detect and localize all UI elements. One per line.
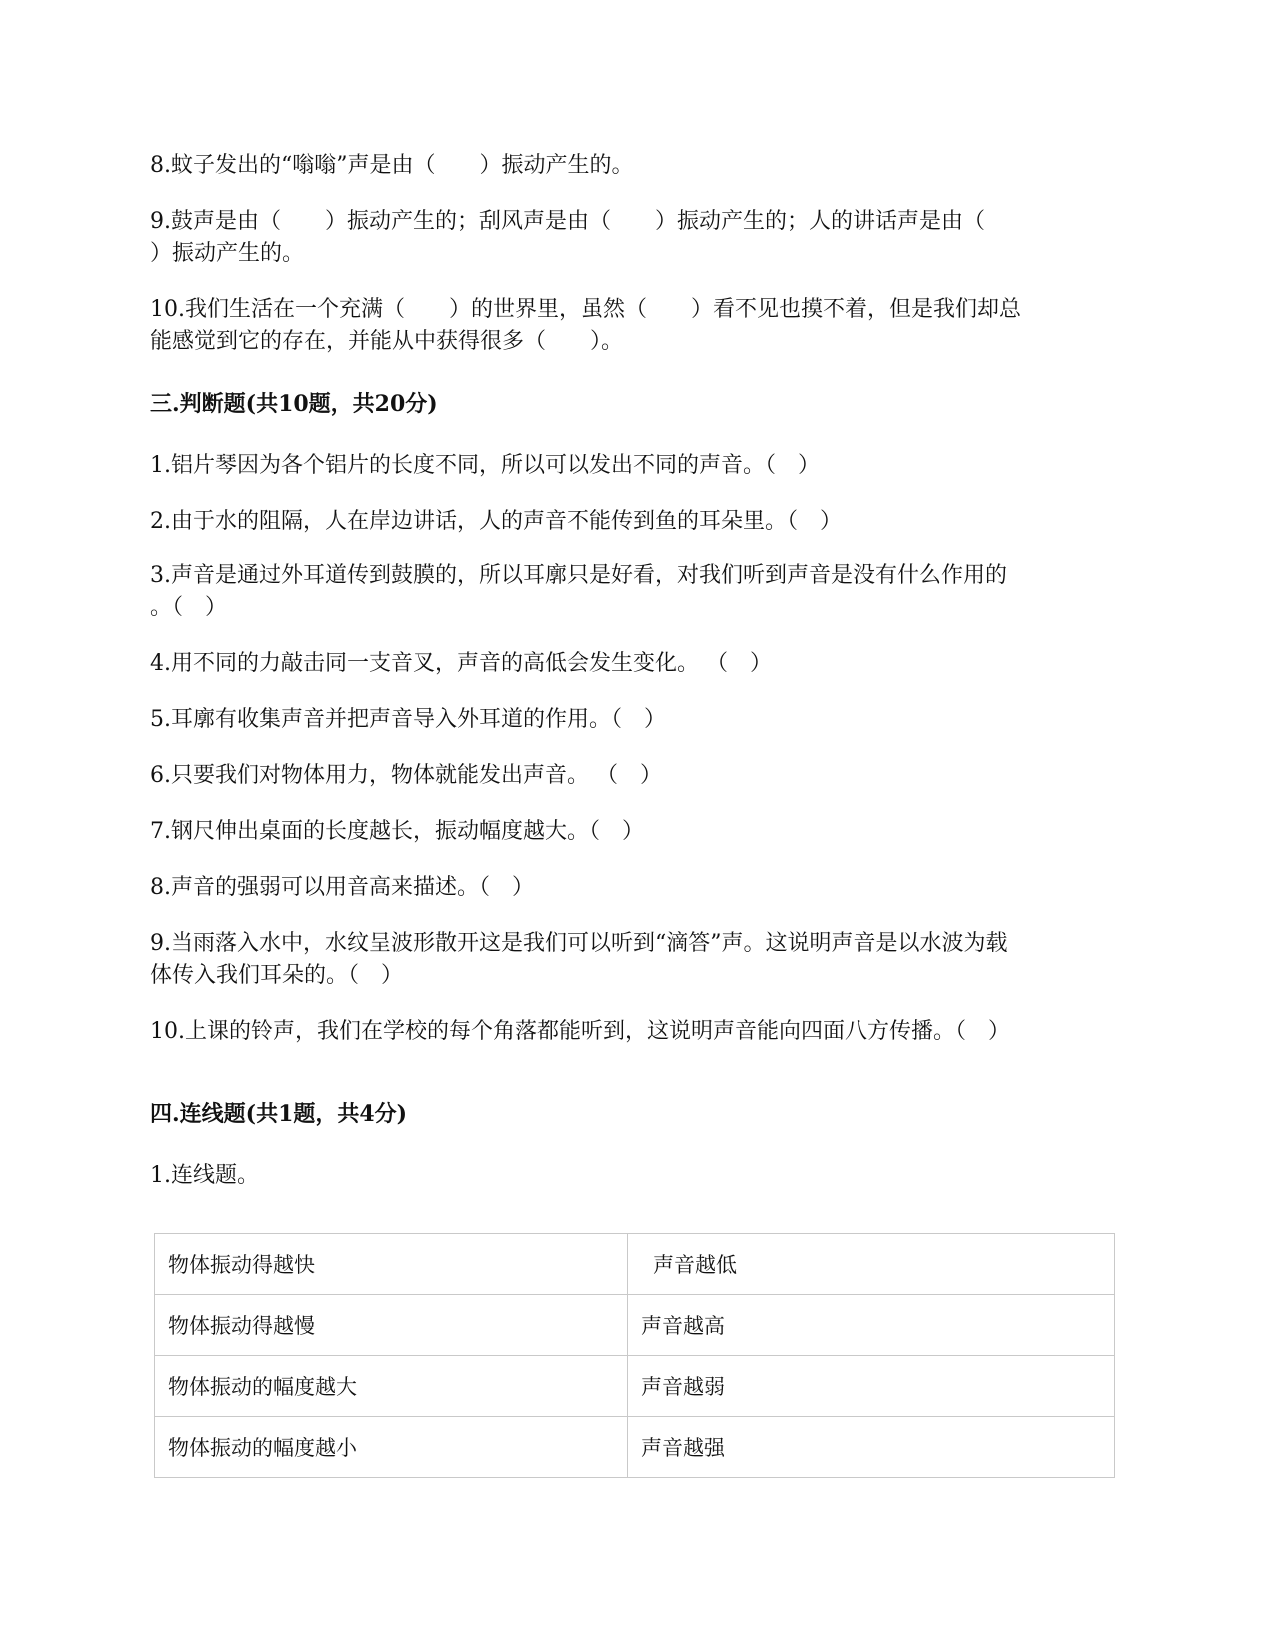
question-line: 1.铝片琴因为各个铝片的长度不同，所以可以发出不同的声音。（ ）	[150, 453, 820, 478]
table-row	[155, 1234, 1115, 1295]
judge-question-10	[150, 1016, 1110, 1048]
table-cell-left: 物体振动的幅度越大	[155, 1356, 628, 1417]
judge-question-9	[150, 928, 1110, 992]
question-line: 8.蚊子发出的“嗡嗡”声是由（ ）振动产生的。	[150, 153, 634, 178]
question-line: 10.上课的铃声，我们在学校的每个角落都能听到，这说明声音能向四面八方传播。（ ）	[150, 1019, 1010, 1044]
judge-question-3	[150, 560, 1110, 624]
question-line: 9.鼓声是由（ ）振动产生的；刮风声是由（ ）振动产生的；人的讲话声是由（	[150, 209, 985, 234]
judge-question-2	[150, 506, 1110, 538]
judge-question-8	[150, 872, 1110, 904]
question-line: 9.当雨落入水中，水纹呈波形散开这是我们可以听到“滴答”声。这说明声音是以水波为载	[150, 931, 1008, 956]
question-line: 体传入我们耳朵的。（ ）	[150, 963, 404, 988]
question-line: 7.钢尺伸出桌面的长度越长，振动幅度越大。（ ）	[150, 819, 644, 844]
table-cell-right: 声音越强	[628, 1417, 1115, 1478]
question-line: 6.只要我们对物体用力，物体就能发出声音。 （ ）	[150, 763, 662, 788]
question-line: 3.声音是通过外耳道传到鼓膜的，所以耳廓只是好看，对我们听到声音是没有什么作用的	[150, 563, 1007, 588]
question-line: ）振动产生的。	[150, 241, 305, 266]
fill-question-10	[150, 294, 1110, 358]
question-line: 10.我们生活在一个充满（ ）的世界里，虽然（ ）看不见也摸不着，但是我们却总	[150, 297, 1021, 322]
table-row	[155, 1356, 1115, 1417]
judge-question-5	[150, 704, 1110, 736]
table-cell-right: 声音越高	[628, 1295, 1115, 1356]
table-cell-right: 声音越低	[628, 1234, 1115, 1295]
section-4-heading: 四.连线题(共1题，共4分)	[150, 1101, 408, 1127]
question-line: 4.用不同的力敲击同一支音叉，声音的高低会发生变化。 （ ）	[150, 651, 772, 676]
fill-question-9	[150, 206, 1110, 270]
table-row	[155, 1295, 1115, 1356]
table-cell-left: 物体振动的幅度越小	[155, 1417, 628, 1478]
question-line: 。（ ）	[150, 595, 228, 620]
judge-question-7	[150, 816, 1110, 848]
question-line: 2.由于水的阻隔，人在岸边讲话，人的声音不能传到鱼的耳朵里。（ ）	[150, 509, 842, 534]
fill-question-8	[150, 150, 1110, 182]
question-line: 能感觉到它的存在，并能从中获得很多（ ）。	[150, 329, 624, 354]
table-cell-right: 声音越弱	[628, 1356, 1115, 1417]
section-3-heading: 三.判断题(共10题，共20分)	[150, 391, 438, 417]
table-row	[155, 1417, 1115, 1478]
judge-question-1	[150, 450, 1110, 482]
judge-question-4	[150, 648, 1110, 680]
matching-table	[154, 1233, 1115, 1478]
table-cell-left: 物体振动得越慢	[155, 1295, 628, 1356]
matching-question-1: 1.连线题。	[150, 1163, 259, 1188]
judge-question-6	[150, 760, 1110, 792]
question-line: 5.耳廓有收集声音并把声音导入外耳道的作用。（ ）	[150, 707, 666, 732]
table-cell-left: 物体振动得越快	[155, 1234, 628, 1295]
question-line: 8.声音的强弱可以用音高来描述。（ ）	[150, 875, 534, 900]
